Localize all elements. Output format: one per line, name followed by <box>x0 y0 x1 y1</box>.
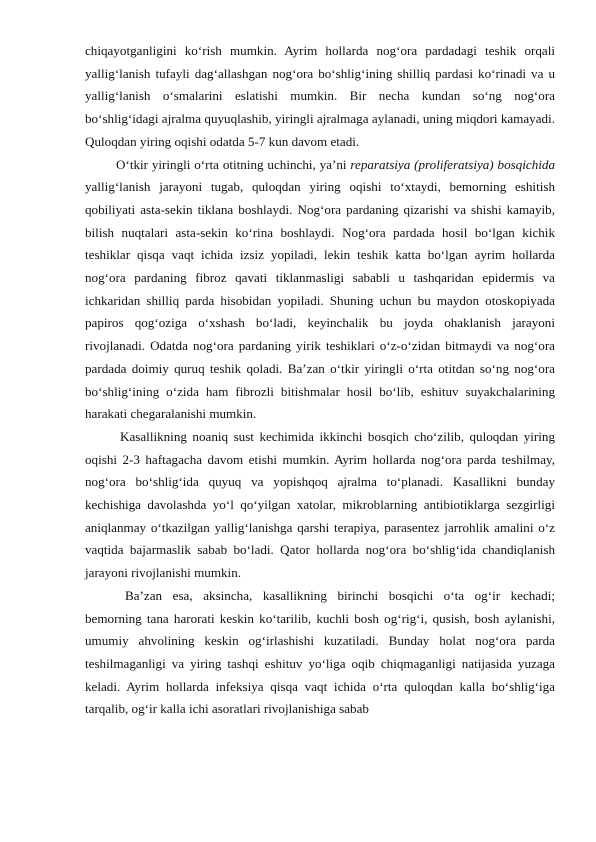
paragraph-text-body: yallig‘lanish jarayoni tugab, quloqdan yiring oqishi to‘xtaydi, bemorning eshitish qobiliyati asta-sekin tiklana boshlaydi. Nog‘ora pardaning qizarishi va shishi kamayib, bilish nuqtalari asta-sekin ko‘rina boshlaydi. Nog‘ora pardada hosil bo‘lgan kichik teshiklar qisqa vaqt ichida izsiz yopiladi, lekin teshik katta bo‘lgan ayrim hollarda nog‘ora pardaning fibroz qavati tiklanmasligi sababli u tashqaridan epidermis va ichkaridan shilliq parda hisobidan yopiladi. Shuning uchun bu maydon otoskopiyada papiros qog‘oziga o‘xshash bo‘ladi, keyinchalik bu joyda ohaklanish jarayoni rivojlanadi. Odatda nog‘ora pardaning yirik teshiklari o‘z-o‘zidan bitmaydi va nog‘ora pardada doimiy quruq teshik qoladi. Ba’zan o‘tkir yiringli o‘rta otitdan so‘ng nog‘ora bo‘shlig‘ining o‘zida ham fibrozli bitishmalar hosil bo‘lib, eshituv suyakchalarining harakati chegaralanishi mumkin. <box>85 179 555 422</box>
paragraph-continuation: chiqayotganligini ko‘rish mumkin. Ayrim hollarda nog‘ora pardadagi teshik orqali yallig‘lanish tufayli dag‘allashgan nog‘ora bo‘shlig‘ining shilliq pardasi ko‘rinadi va u yallig‘lanish o‘smalarini eslatishi mumkin. Bir necha kundan so‘ng nog‘ora bo‘shlig‘idagi ajralma quyuqlashib, yiringli ajralmaga aylanadi, uning miqdori kamayadi. Quloqdan yiring oqishi odatda 5-7 kun davom etadi. <box>85 43 555 149</box>
document-page <box>85 40 555 721</box>
paragraph-severe-first-stage: Ba’zan esa, aksincha, kasallikning birinchi bosqichi o‘ta og‘ir kechadi; bemorning tana harorati keskin ko‘tarilib, kuchli bosh og‘rig‘i, qusish, bosh aylanishi, umumiy ahvolining keskin og‘irlashishi kuzatiladi. Bunday holat nog‘ora parda teshilmaganligi va yiring tashqi eshituv yo‘liga oqib chiqmaganligi natijasida yuzaga keladi. Ayrim hollarda infeksiya qisqa vaqt ichida o‘rta quloqdan kalla bo‘shlig‘iga tarqalib, og‘ir kalla ichi asoratlari rivojlanishiga sabab <box>85 587 555 717</box>
paragraph-prolonged-course: Kasallikning noaniq sust kechimida ikkinchi bosqich cho‘zilib, quloqdan yiring oqishi 2-3 haftagacha davom etishi mumkin. Ayrim hollarda nog‘ora parda teshilmay, nog‘ora bo‘shlig‘ida quyuq va yopishqoq ajralma to‘planadi. Kasallikni bunday kechishiga davolashda yo‘l qo‘yilgan xatolar, mikroblarning antibiotiklarga sezgirligi aniqlanmay o‘tkazilgan yallig‘lanishga qarshi terapiya, parasentez jarrohlik amalini o‘z vaqtida bajarmaslik sabab bo‘ladi. Qator hollarda nog‘ora bo‘shlig‘ida chandiqlanish jarayoni rivojlanishi mumkin. <box>85 428 555 581</box>
paragraph-reparation-stage <box>85 154 555 426</box>
paragraph-text-lead: O‘tkir yiringli o‘rta otitning uchinchi, ya’ni <box>116 156 351 172</box>
italic-term-reparation-stage: reparatsiya (proliferatsiya) bosqichida <box>350 156 555 172</box>
